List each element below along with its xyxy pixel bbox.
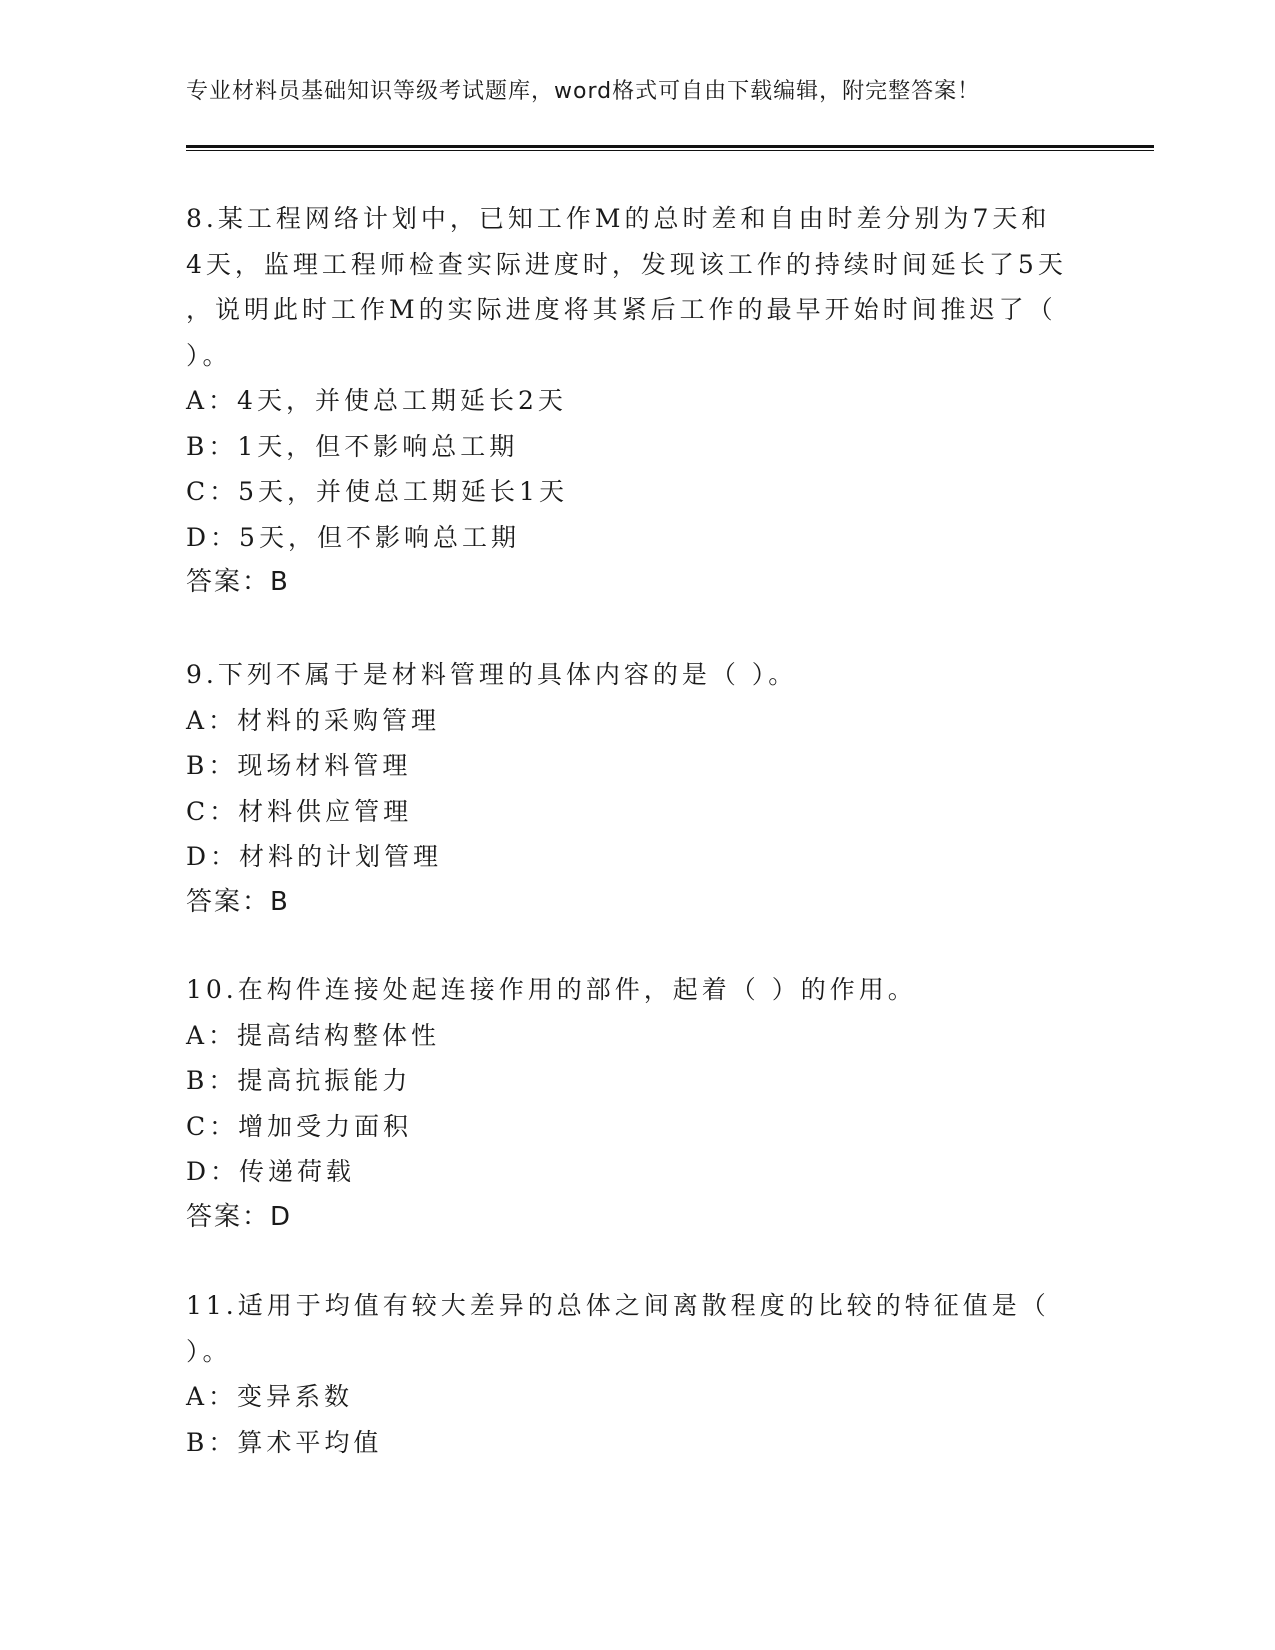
option-a: A：材料的采购管理 [186,705,441,735]
option-b: B：现场材料管理 [186,751,412,780]
option-b: B：提高抗振能力 [186,1066,412,1095]
question-8 [186,196,1086,606]
question-10 [186,967,1086,1240]
option-c: C：增加受力面积 [186,1111,413,1141]
option-b: B：1天，但不影响总工期 [186,431,519,461]
option-a: A：变异系数 [186,1382,354,1411]
question-9 [186,652,1086,925]
header-rule-thick [186,145,1154,148]
question-stem-line: 9.下列不属于是材料管理的具体内容的是（ ）。 [186,660,798,689]
answer: 答案：B [186,567,290,597]
option-c: C：材料供应管理 [186,796,413,826]
option-a: A：提高结构整体性 [186,1020,441,1050]
question-11 [186,1283,1086,1465]
question-stem-line: 8.某工程网络计划中，已知工作M的总时差和自由时差分别为7天和 [186,204,1051,233]
question-stem-line: ，说明此时工作M的实际进度将其紧后工作的最早开始时间推迟了（ [186,295,1057,324]
option-d: D：传递荷载 [186,1157,356,1186]
option-b: B：算术平均值 [186,1427,383,1457]
question-stem-line: 11.适用于均值有较大差异的总体之间离散程度的比较的特征值是（ [186,1291,1050,1320]
option-d: D：材料的计划管理 [186,842,443,871]
option-a: A：4天，并使总工期延长2天 [186,386,567,415]
question-stem-line: ）。 [186,340,232,370]
page-header: 专业材料员基础知识等级考试题库，word格式可自由下载编辑，附完整答案！ [186,79,981,104]
answer: 答案：D [186,1201,293,1232]
option-d: D：5天，但不影响总工期 [186,522,520,552]
answer: 答案：B [186,886,290,917]
question-stem-line: 4天，监理工程师检查实际进度时，发现该工作的持续时间延长了5天 [186,249,1067,279]
option-c: C：5天，并使总工期延长1天 [186,477,568,506]
header-rule-thin [186,150,1154,151]
question-stem-line: 10.在构件连接处起连接作用的部件，起着（ ）的作用。 [186,975,917,1004]
question-stem-line: ）。 [186,1336,232,1366]
